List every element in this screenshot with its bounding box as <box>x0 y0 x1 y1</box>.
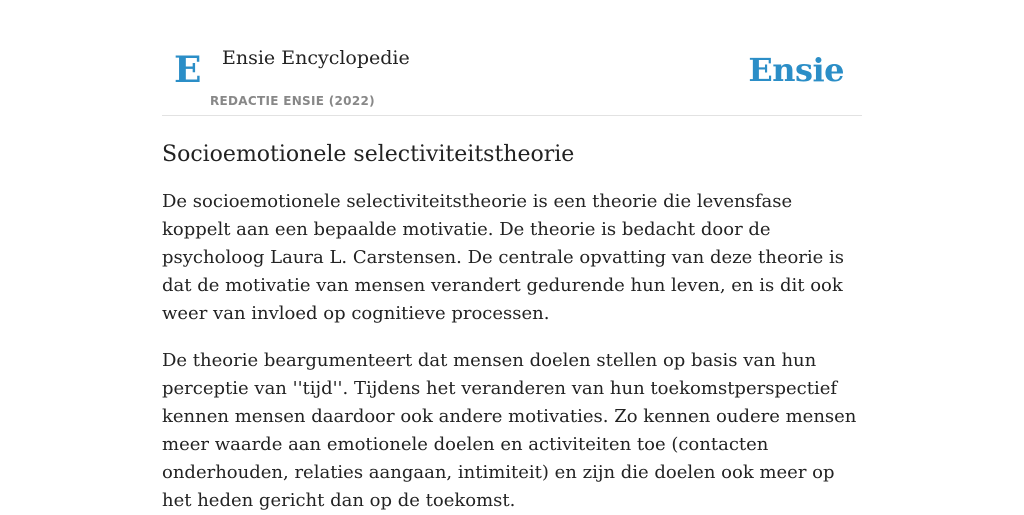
logo-letter-icon[interactable]: E <box>174 49 202 91</box>
page-title: Socioemotionele selectiviteitstheorie <box>162 142 575 167</box>
article-card <box>162 0 862 515</box>
brand-logo[interactable]: Ensie <box>748 51 844 89</box>
paragraph-1: De socioemotionele selectiviteitstheorie is een theorie die levensfase koppelt aan een bepaalde motivatie. De theorie is bedacht door de psycholoog Laura L. Carstensen. De centrale opvatting van deze theorie is dat de motivatie van mensen verandert gedurende hun leven, en is dit ook weer van invloed op cognitieve processen. <box>162 191 845 324</box>
paragraph-2: De theorie beargumenteert dat mensen doelen stellen op basis van hun perceptie van ''tijd''. Tijdens het veranderen van hun toekomstperspectief kennen mensen daardoor ook andere motivaties. Zo kennen oudere mensen meer waarde aan emotionele doelen en activiteiten toe (contacten onderhouden, relaties aangaan, intimiteit) en zijn die doelen ook meer op het heden gericht dan op de toekomst. <box>162 350 857 511</box>
header <box>162 0 862 116</box>
byline: REDACTIE ENSIE (2022) <box>210 94 375 108</box>
site-name[interactable]: Ensie Encyclopedie <box>222 47 410 69</box>
